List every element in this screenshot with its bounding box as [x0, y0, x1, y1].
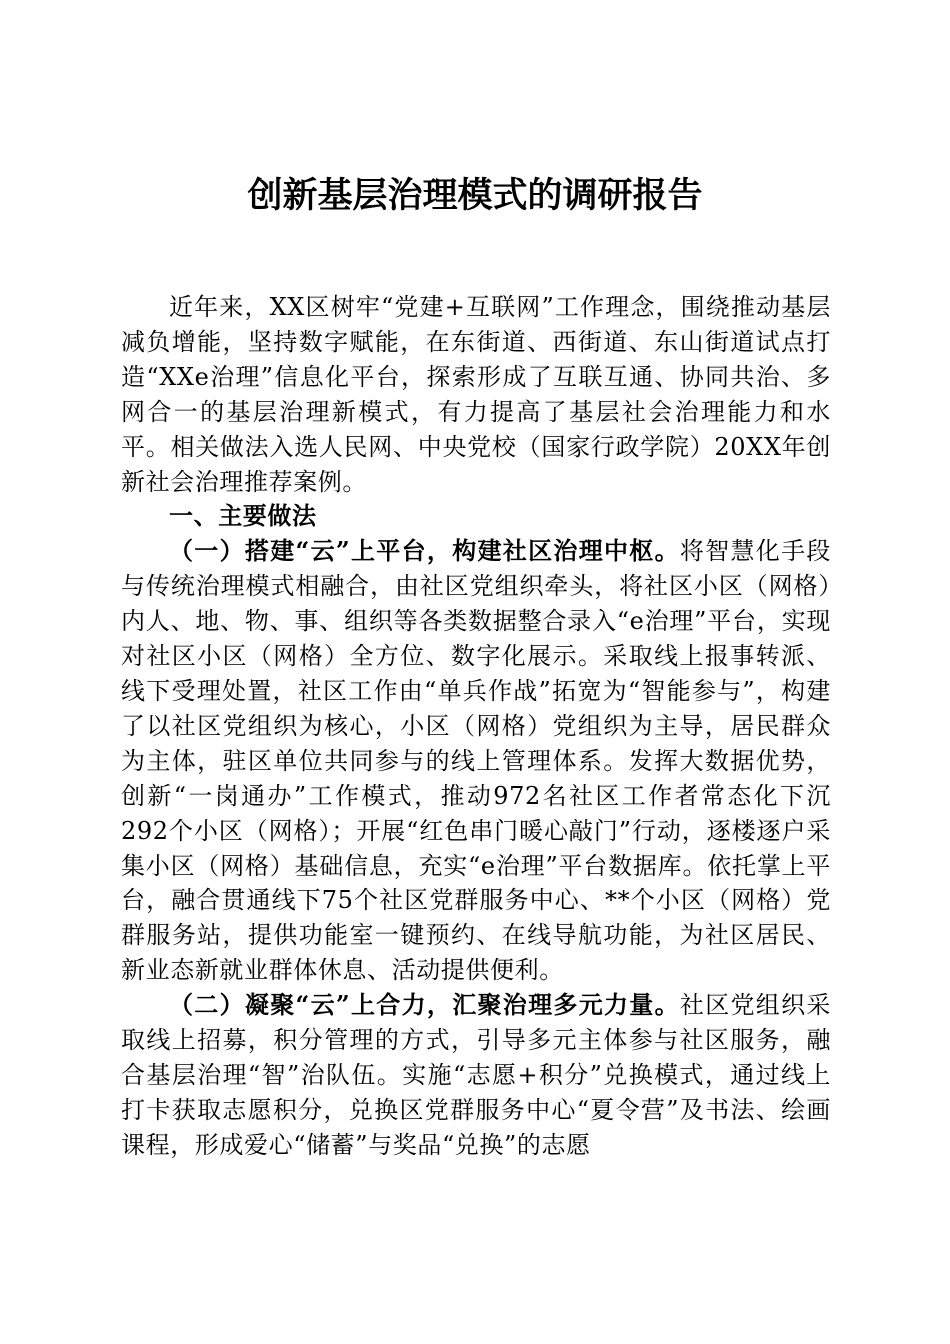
section-heading: 一、主要做法	[169, 501, 317, 531]
document-title: 创新基层治理模式的调研报告	[247, 175, 703, 216]
item-2-lead: （二）凝聚“云”上合力，汇聚治理多元力量。	[169, 990, 680, 1020]
document-body	[121, 290, 831, 1163]
intro-paragraph: 近年来，XX区树牢“党建+互联网”工作理念，围绕推动基层减负增能，坚持数字赋能，在东街道、西街道、东山街道试点打造“XXe治理”信息化平台，探索形成了互联互通、协同共治、多网合一的基层治理新模式，有力提高了基层社会治理能力和水平。相关做法入选人民网、中央党校（国家行政学院）20XX年创新社会治理推荐案例。	[121, 293, 831, 496]
item-1-lead: （一）搭建“云”上平台，构建社区治理中枢。	[169, 536, 680, 566]
paragraph-item-2	[121, 988, 831, 1163]
item-2-text: 社区党组织采取线上招募，积分管理的方式，引导多元主体参与社区服务，融合基层治理“智”治队伍。实施“志愿+积分”兑换模式，通过线上打卡获取志愿积分，兑换区党群服务中心“夏令营”及书法、绘画课程，形成爱心“储蓄”与奖品“兑换”的志愿	[121, 991, 831, 1159]
item-1-text: 将智慧化手段与传统治理模式相融合，由社区党组织牵头，将社区小区（网格）内人、地、物、事、组织等各类数据整合录入“e治理”平台，实现对社区小区（网格）全方位、数字化展示。采取线上报事转派、线下受理处置，社区工作由“单兵作战”拓宽为“智能参与”，构建了以社区党组织为核心，小区（网格）党组织为主导，居民群众为主体，驻区单位共同参与的线上管理体系。发挥大数据优势，创新“一岗通办”工作模式，推动972名社区工作者常态化下沉292个小区（网格）；开展“红色串门暖心敲门”行动，逐楼逐户采集小区（网格）基础信息，充实“e治理”平台数据库。依托掌上平台，融合贯通线下75个社区党群服务中心、**个小区（网格）党群服务站，提供功能室一键预约、在线导航功能，为社区居民、新业态新就业群体休息、活动提供便利。	[121, 537, 831, 985]
paragraph-item-1	[121, 534, 831, 988]
